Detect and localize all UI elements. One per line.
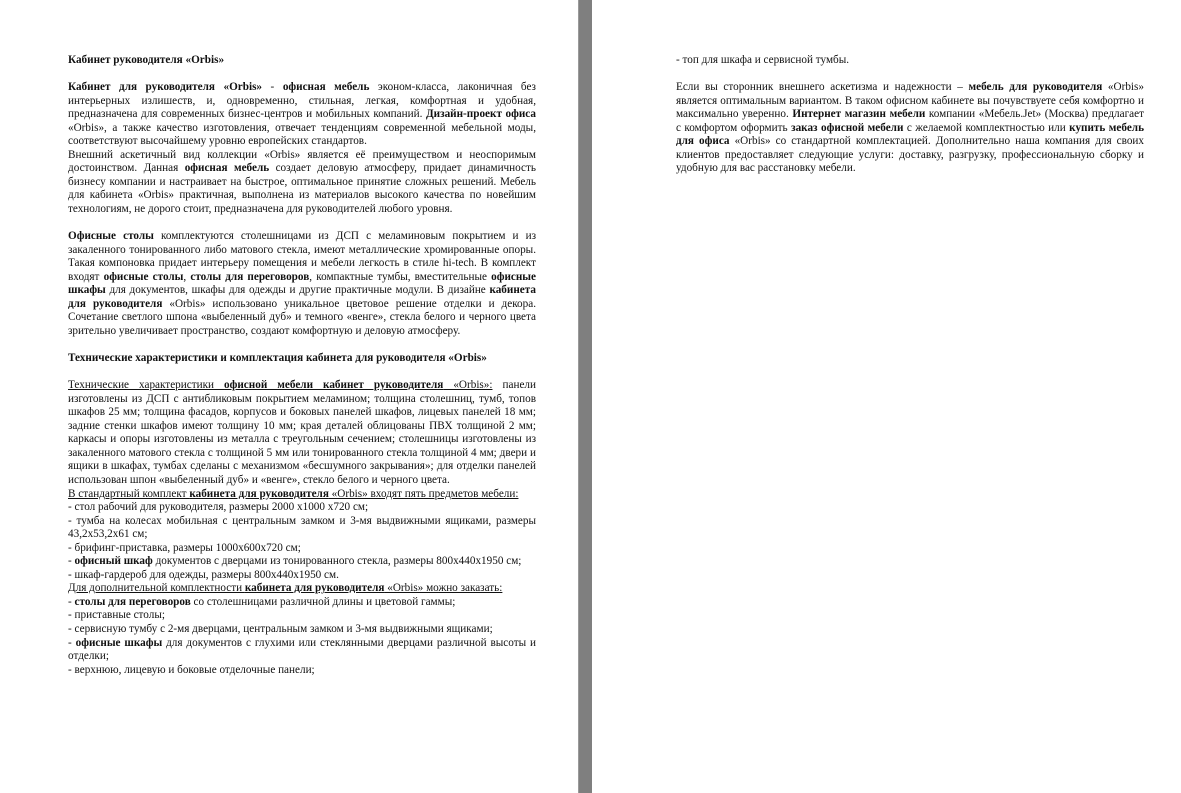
underlined-text: Технические характеристики [68, 379, 225, 392]
text-run: «Orbis» со стандартной комплектацией. Дополнительно наша компания для своих клиентов предоставляет следующие услуги: доставку, разгрузку, профессиональную сборку и удобную для вас расстановку мебели. [676, 135, 1145, 175]
bold-underlined-text: кабинета для руководителя [189, 487, 329, 500]
paragraph-conclusion [676, 81, 1144, 176]
list-item: - стол рабочий для руководителя, размеры 2000 х1000 х720 см; [68, 501, 369, 514]
bold-text: офисные шкафы [68, 270, 537, 297]
text-run: документов с дверцами из тонированного стекла, размеры 800х440х1950 см; [152, 555, 522, 568]
text-run: создает деловую атмосферу, придает динамичность бизнесу компании и настраивает на быстрое, оптимальное принятие сложных решений. Мебель для кабинета «Orbis» практичная, выполнена из материалов высокого качества по новейшим технологиям, не дорого стоит, предназначена для руководителей любого уровня. [68, 162, 536, 216]
list-item: - тумба на колесах мобильная с центральным замком и 3-мя выдвижными ящиками, размеры 43,2х53,2х61 см; [68, 514, 536, 541]
bold-text: офисная мебель [184, 162, 270, 175]
bold-text: Интернет магазин мебели [792, 108, 926, 121]
bold-text: мебель для руководителя [968, 81, 1103, 94]
underlined-text: «Orbis»: [443, 379, 493, 392]
text-run: , компактные тумбы, вместительные [309, 270, 492, 283]
text-run: «Orbis» использовано уникальное цветовое решение отделки и декора. Сочетание светлого шпона «выбеленный дуб» и темного «венге», стекла белого и черного цвета зрительно увеличивает пространство, создают комфортную и деловую атмосферу. [68, 297, 537, 337]
text-run: для документов, шкафы для одежды и другие практичные модули. В дизайне [105, 284, 490, 297]
bold-text: офисная мебель [282, 81, 370, 94]
bold-text: кабинета для руководителя [68, 284, 536, 310]
document-title: Кабинет руководителя «Orbis» [68, 54, 225, 66]
underlined-text: В стандартный комплект [68, 487, 190, 500]
bold-text: заказ офисной мебели [791, 121, 904, 134]
list-item: - топ для шкафа и сервисной тумбы. [676, 54, 850, 66]
text-run: для документов с глухими или стеклянными дверцами различной высоты и отделки; [68, 636, 536, 663]
list-item [68, 596, 536, 610]
text-run: панели изготовлены из ДСП с антибликовым покрытием меламином; толщина столешниц, тумб, топов шкафов 25 мм; толщина фасадов, корпусов и боковых панелей шкафов, лицевых панелей 18 мм; задние стенки шкафов имеют толщину 10 мм; края деталей облицованы ПВХ толщиной 2 мм; каркасы и опоры изготовлены из металла с треугольным сечением; столешницы изготовлены из закаленного матового стекла с толщиной 5 мм или тонированного стекла толщиной 4 мм; двери и ящики в шкафах, тумбах сделаны с механизмом «бесшумного закрывания»; для отделки панелей использован шпон «выбеленный дуб» и «венге», стекло белого и черного цвета. [68, 379, 536, 486]
text-run: Внешний аскетичный вид коллекции «Orbis» является её преимуществом и неоспоримым достоинством. Данная [68, 148, 536, 175]
text-run: «Orbis», а также качество изготовления, отвечает тенденциям современной мебельной моды, соответствуют высочайшему уровню европейских стандартов. [68, 121, 536, 148]
text-run: - [68, 595, 75, 608]
paragraph-appearance [68, 149, 536, 217]
bold-text: офисные столы [103, 270, 184, 283]
text-run: , [183, 270, 191, 283]
bold-text: Офисные столы [68, 230, 154, 243]
paragraph-intro [68, 81, 536, 149]
underlined-text: Для дополнительной комплектности [68, 582, 245, 595]
text-run: компании «Мебель.Jet» (Москва) предлагает с комфортом оформить [676, 108, 1144, 134]
text-run: эконом-класса, лаконичная без интерьерных излишеств, и, одновременно, стильная, легкая, комфортная и удобная, предназначена для современных бизнес-центров и мобильных компаний. [68, 81, 536, 121]
paragraph-standard-set [68, 488, 536, 502]
list-item: - брифинг-приставка, размеры 1000х600х720 см; [68, 541, 301, 554]
document-page-right [592, 0, 1181, 793]
list-item: - шкаф-гардероб для одежды, размеры 800х440х1950 см. [68, 568, 339, 581]
text-run: с желаемой комплектностью или [903, 121, 1070, 134]
text-run: со столешницами различной длины и цветовой гаммы; [190, 595, 456, 608]
list-item [68, 555, 536, 569]
text-run: - [68, 636, 76, 649]
bold-underlined-text: офисной мебели кабинет руководителя [224, 379, 444, 392]
text-run: Если вы сторонник внешнего аскетизма и надежности – [676, 81, 969, 94]
section-heading-specs: Технические характеристики и комплектация кабинета для руководителя «Orbis» [68, 352, 487, 365]
document-page-left [0, 0, 578, 793]
bold-underlined-text: кабинета для руководителя [244, 582, 385, 595]
underlined-text: «Orbis» входят пять предметов мебели: [328, 487, 519, 500]
text-run: - [68, 555, 75, 568]
page-left-text-column [68, 54, 536, 677]
bold-text: столы для переговоров [190, 270, 310, 283]
bold-text: столы для переговоров [74, 595, 191, 608]
paragraph-office-tables [68, 230, 536, 338]
bold-text: Кабинет для руководителя «Orbis» [68, 81, 263, 94]
page-right-text-column [676, 54, 1144, 176]
text-run: комплектуются столешницами из ДСП с меламиновым покрытием и из закаленного тонированного либо матового стекла, имеют металлические хромированные опоры. Такая компоновка придает интерьеру помещения и мебели легкость в стиле hi-tech. В комплект входят [68, 230, 536, 283]
bold-text: офисный шкаф [74, 555, 153, 568]
underlined-text: «Orbis» можно заказать: [384, 582, 503, 595]
paragraph-optional-set [68, 582, 536, 596]
text-run: - [262, 81, 283, 94]
list-item [68, 637, 536, 664]
list-item: - сервисную тумбу с 2-мя дверцами, центральным замком и 3-мя выдвижными ящиками; [68, 622, 493, 635]
bold-text: купить мебель для офиса [676, 121, 1144, 148]
list-item: - верхнюю, лицевую и боковые отделочные панели; [68, 663, 315, 676]
bold-text: офисные шкафы [75, 636, 163, 649]
bold-text: Дизайн-проект офиса [425, 108, 536, 121]
paragraph-specs [68, 379, 536, 487]
list-item: - приставные столы; [68, 609, 165, 622]
text-run: «Orbis» является оптимальным вариантом. В таком офисном кабинете вы почувствуете себя комфортно и максимально уверенно. [676, 81, 1144, 121]
